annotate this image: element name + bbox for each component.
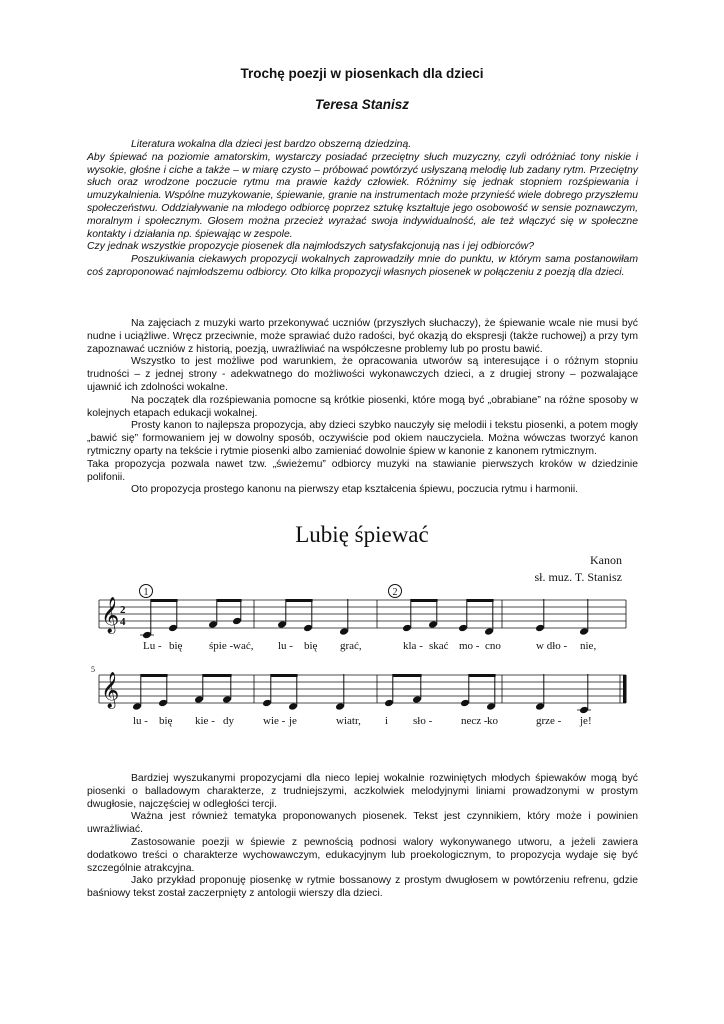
note-beam <box>203 674 232 677</box>
lyric-syllable: nie, <box>580 640 597 652</box>
body-paragraph: Oto propozycja prostego kanonu na pierwszy etap kształcenia śpiewu, poczucia rytmu i harmonii. <box>131 484 579 496</box>
staff-system-2 <box>99 675 626 703</box>
lyric-syllable: dy <box>223 715 234 727</box>
document-title: Trochę poezji w piosenkach dla dzieci <box>240 66 484 81</box>
treble-clef: 𝄞 <box>101 672 120 707</box>
score-credit: sł. muz. T. Stanisz <box>534 570 622 584</box>
lyric-syllable: w dło - <box>536 640 568 652</box>
lyric-syllable: je! <box>580 715 592 727</box>
lyric-syllable: ko <box>487 715 498 727</box>
lyric-syllable: skać <box>429 640 449 652</box>
body-paragraph: Zastosowanie poezji w śpiewie z pewnością podnosi walory wykonywanego utworu, a jeżeli zawiera dodatkowo treści o charakterze wychowawczym, edukacyjnym lub proekologicznym, to propozycja wydaje się być szczególnie atrakcyjna. <box>87 836 638 874</box>
lyric-syllable: lu - <box>278 640 293 652</box>
note-beam <box>271 674 298 677</box>
note-beam <box>286 599 313 602</box>
lyric-syllable: wiatr, <box>336 715 361 727</box>
body-paragraph: Bardziej wyszukanymi propozycjami dla nieco lepiej wokalnie rozwiniętych młodych śpiewaków mogą być piosenki o balladowym charakterze, z trudniejszymi, aczkolwiek melodyjnymi liniami prowadzonymi w prostym dwugłosie, najczęściej w odległości tercji. <box>87 773 638 810</box>
lyric-syllable: wać, <box>233 640 254 652</box>
body-paragraph: Jako przykład proponuję piosenkę w rytmie bossanowy z prostym dwugłosem w powtórzeniu refrenu, gdzie baśniowy tekst został zaczerpnięty z antologii wierszy dla dzieci. <box>87 875 638 900</box>
note-beam <box>393 674 422 677</box>
lyric-syllable: kie - <box>195 715 215 727</box>
final-barline <box>623 675 627 703</box>
lyric-syllable: wie - <box>263 715 286 727</box>
lyric-syllable: cno <box>485 640 501 652</box>
intro-paragraph: Literatura wokalna dla dzieci jest bardzo obszerną dziedziną. <box>131 139 412 150</box>
lyric-syllable: i <box>385 715 389 727</box>
notes-layer <box>132 599 591 714</box>
time-signature-top: 2 <box>120 604 126 616</box>
intro-paragraph: Poszukiwania ciekawych propozycji wokalnych zaprowadziły mnie do punktu, w którym sama postanowiłam coś zaproponować najmłodszemu odbiorcy. Oto kilka propozycji własnych piosenek w połączeniu z poezją dla dzieci. <box>87 254 638 278</box>
lyric-syllable: grać, <box>340 640 362 652</box>
lyric-syllable: necz - <box>461 715 488 727</box>
score-title: Lubię śpiewać <box>295 522 429 547</box>
lyric-syllable: bię <box>169 640 183 652</box>
time-signature-bottom: 4 <box>120 616 126 628</box>
intro-paragraph: Czy jednak wszystkie propozycje piosenek dla najmłodszych satysfakcjonują nas i jej odbiorców? <box>87 241 535 253</box>
note-beam <box>141 674 168 677</box>
lyric-syllable: sło - <box>413 715 433 727</box>
lyric-syllable: lu - <box>133 715 148 727</box>
music-score <box>87 512 638 752</box>
note-beam <box>467 599 494 602</box>
body-paragraph: Prosty kanon to najlepsza propozycja, aby dzieci szybko nauczyły się melodii i tekstu piosenki, a potem mogły „bawić się” formowaniem jej w dowolny sposób, oczywiście pod okiem nauczyciela. Można wówczas tworzyć kanon rytmiczny oparty na tekście i rytmie piosenki albo zamieniać dowolnie śpiew w kanonie z kanonem rytmicznym. <box>87 420 638 457</box>
rehearsal-mark <box>389 585 402 599</box>
intro-paragraph: Aby śpiewać na poziomie amatorskim, wystarczy posiadać przeciętny słuch muzyczny, czyli odróżniać tony niskie i wysokie, głośne i ciche a także – w miarę czysto – próbować powtórzyć usłyszaną melodię lub zadany rytm. Przeciętny słuch oraz wrodzone poczucie rytmu ma prawie każdy człowiek. Różnimy się jednak stopniem rozśpiewania i umuzykalnienia. Wspólne muzykowanie, śpiewanie, granie na instrumentach może przynieść wiele dobrego przyszłemu społeczeństwu. Oddziaływanie na młodego odbiorcę poprzez sztukę kształtuje jego osobowość w sensie poznawczym, moralnym i społecznym. Głosem można przecież wyrażać swoja indywidualność, ale też włączyć się w społeczne kontakty i działania np. śpiewając w zespole. <box>87 151 638 240</box>
body-section-1 <box>87 318 638 497</box>
svg-text:1: 1 <box>143 587 149 598</box>
staff-system-1 <box>99 600 626 628</box>
note-beam <box>151 599 178 602</box>
svg-text:2: 2 <box>392 587 398 598</box>
lyric-syllable: grze - <box>536 715 562 727</box>
score-form: Kanon <box>590 553 622 567</box>
body-section-2 <box>87 773 638 901</box>
lyric-syllable: je <box>289 715 297 727</box>
treble-clef: 𝄞 <box>101 597 120 632</box>
lyric-syllable: kla - <box>403 640 423 652</box>
note-beam <box>411 599 438 602</box>
lyric-syllable: mo - <box>459 640 480 652</box>
body-paragraph: Na zajęciach z muzyki warto przekonywać uczniów (przyszłych słuchaczy), że śpiewanie wcale nie musi być nudne i uciążliwe. Wręcz przeciwnie, może sprawiać dużo radości, być okazją do ekspresji (także ruchowej) a przy tym zapoznawać uczniów z historią, poezją, uwrażliwiać na współczesne problemy lub po prostu bawić. <box>87 318 638 355</box>
intro-section <box>87 139 638 280</box>
author-name: Teresa Stanisz <box>314 97 410 112</box>
measure-number: 5 <box>91 665 95 674</box>
body-paragraph: Ważna jest również tematyka proponowanych piosenek. Tekst jest czynnikiem, który może i powinien uwrażliwiać. <box>87 811 638 836</box>
lyric-syllable: Lu - <box>143 640 162 652</box>
lyric-syllable: bię <box>304 640 318 652</box>
body-paragraph: Wszystko to jest możliwe pod warunkiem, że opracowania utworów są interesujące i o różnym stopniu trudności – z jednej strony - adekwatnego do możliwości wykonawczych dzieci, a z drugiej strony – pozwalające ujawnić ich zdolności wokalne. <box>87 356 638 393</box>
body-paragraph: Na początek dla rozśpiewania pomocne są krótkie piosenki, które mogą być „obrabiane” na różne sposoby w kolejnych etapach edukacji wokalnej. <box>87 394 638 419</box>
lyric-syllable: śpie - <box>209 640 234 652</box>
note-beam <box>469 674 496 677</box>
body-paragraph: Taka propozycja pozwala nawet tzw. „świeżemu” odbiorcy muzyki na stawianie pierwszych kroków w dziedzinie polifonii. <box>87 458 638 483</box>
note-beam <box>217 599 242 602</box>
rehearsal-mark <box>140 585 153 599</box>
lyric-syllable: bię <box>159 715 173 727</box>
